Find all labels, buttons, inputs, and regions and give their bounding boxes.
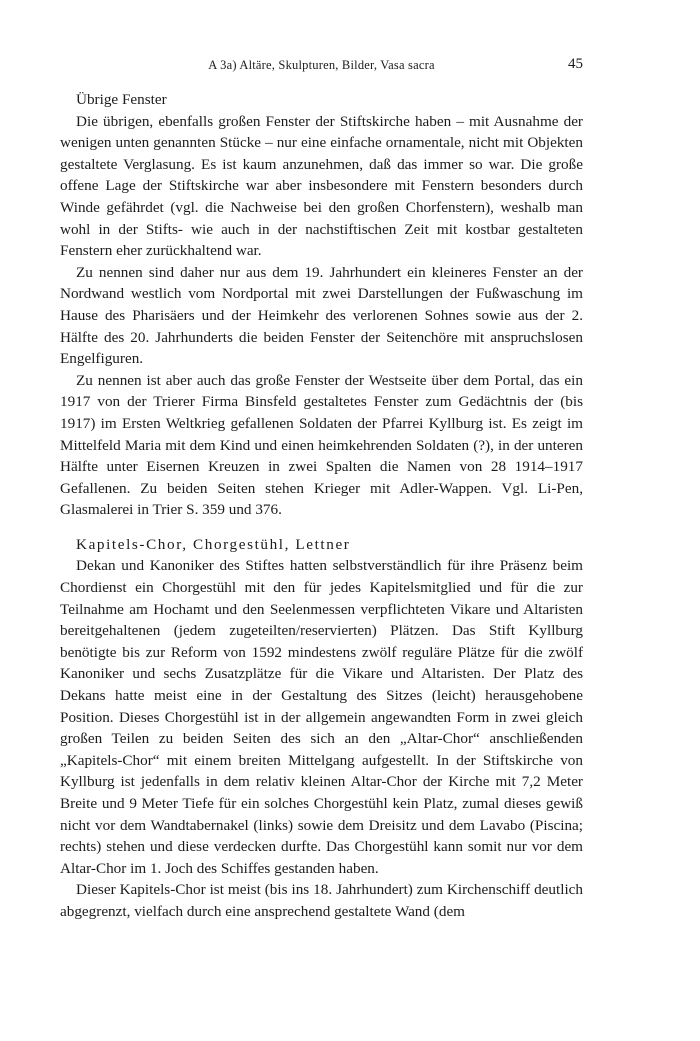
page-number: 45 — [568, 56, 583, 72]
paragraph: Dekan und Kanoniker des Stiftes hatten selbstverständlich für ihre Präsenz beim Chordienst ein Chorgestühl mit den für jedes Kapitelsmitglied und für die zur Teilnahme am Hochamt und den Seelenmessen verpflichteten Vikare und Altaristen bereitgehaltenen (jedem zugeteilten/reservierten) Plätzen. Das Stift Kyllburg benötigte bis zur Reform von 1592 mindestens zwölf reguläre Plätze für die zwölf Kanoniker und sechs Zusatzplätze für die Vikare und Altaristen. Der Platz des Dekans hatte meist eine in der Gestaltung des Sitzes (leicht) herausgehobene Position. Dieses Chorgestühl ist in der allgemein angewandten Form in zwei gleich großen Teilen zu beiden Seiten des sich an den „Altar-Chor“ anschließenden „Kapitels-Chor“ mit einem breiten Mittelgang aufgestellt. In der Stiftskirche von Kyllburg ist jedenfalls in dem relativ kleinen Altar-Chor der Kirche mit 7,2 Meter Breite und 9 Meter Tiefe für ein solches Chorgestühl kein Platz, zumal dieses gewiß nicht vor dem Wandtabernakel (links) sowie dem Dreisitz und dem Lavabo (Piscina; rechts) stehen und diese verdecken durfte. Das Chorgestühl kann somit nur vor dem Altar-Chor im 1. Joch des Schiffes gestanden haben. — [60, 557, 583, 877]
running-head — [60, 56, 583, 76]
paragraph: Zu nennen sind daher nur aus dem 19. Jahrhundert ein kleineres Fenster an der Nordwand westlich vom Nordportal mit zwei Darstellungen der Fußwaschung im Hause des Pharisäers und der Heimkehr des verlorenen Sohnes sowie aus der 2. Hälfte des 20. Jahrhunderts die beiden Fenster der Seitenchöre mit anspruchslosen Engelfiguren. — [60, 263, 583, 368]
paragraph: Die übrigen, ebenfalls großen Fenster der Stiftskirche haben – mit Ausnahme der wenigen unten genannten Stücke – nur eine einfache ornamentale, nicht mit Objekten gestaltete Verglasung. Es ist kaum anzunehmen, daß das immer so war. Die große offene Lage der Stiftskirche war aber insbesondere mit Fenstern besonders durch Winde gefährdet (vgl. die Nachweise bei den großen Chorfenstern), weshalb man wohl in der Stifts- wie auch in der nachstiftischen Zeit mit kostbar gestalteten Fenstern eher zurückhaltend war. — [60, 112, 583, 260]
section-heading-windows: Übrige Fenster — [76, 91, 167, 108]
section-heading-chapter-choir: Kapitels-Chor, Chorgestühl, Lettner — [76, 535, 351, 553]
running-title: A 3a) Altäre, Skulpturen, Bilder, Vasa sacra — [208, 58, 435, 72]
body-text — [60, 89, 583, 923]
paragraph: Dieser Kapitels-Chor ist meist (bis ins 18. Jahrhundert) zum Kirchenschiff deutlich abgegrenzt, vielfach durch eine ansprechend gestaltete Wand (dem — [60, 881, 583, 920]
paragraph: Zu nennen ist aber auch das große Fenster der Westseite über dem Portal, das ein 1917 von der Trierer Firma Binsfeld gestaltetes Fenster zum Gedächtnis der (bis 1917) im Ersten Weltkrieg gefallenen Soldaten der Pfarrei Kyllburg ist. Es zeigt im Mittelfeld Maria mit dem Kind und einen heimkehrenden Soldaten (?), in der unteren Hälfte unter Eisernen Kreuzen in zwei Spalten die Namen von 28 1914–1917 Gefallenen. Zu beiden Seiten stehen Krieger mit Adler-Wappen. Vgl. Li-Pen, Glasmalerei in Trier S. 359 und 376. — [60, 371, 583, 519]
